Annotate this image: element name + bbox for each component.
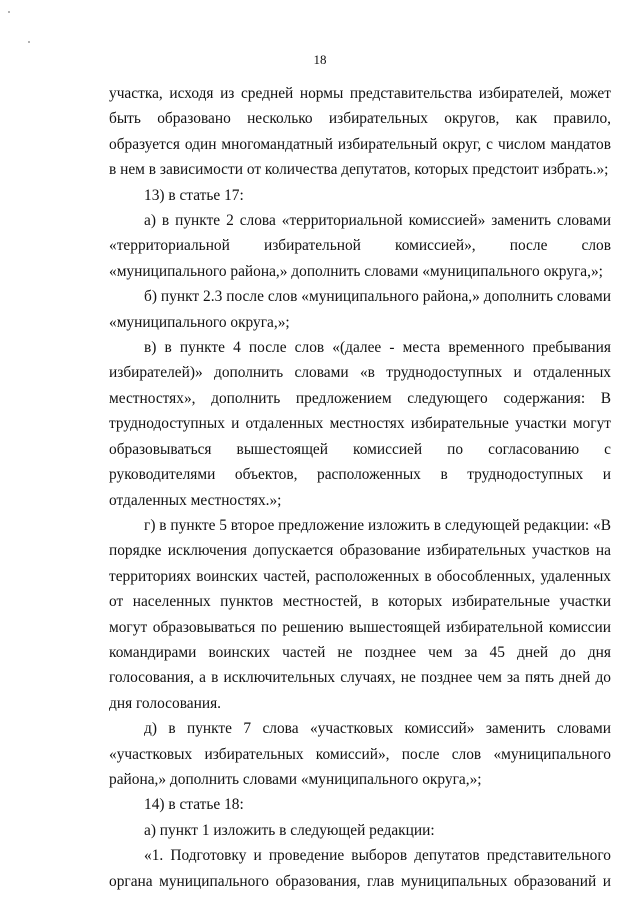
item-13-b: б) пункт 2.3 после слов «муниципального района,» дополнить словами «муниципального округа,»; (109, 288, 611, 331)
item-13-v: в) в пункте 4 после слов «(далее - места временного пребывания избирателей)» дополнить словами «в труднодоступных и отдаленных местностях», дополнить предложением следующего содержания: В труднодоступных и отдаленных местностях избирательные участки могут образовываться вышестоящей комиссией по согласованию с руководителями объектов, расположенных в труднодоступных и отдаленных местностях.»; (109, 339, 611, 509)
item-14-a: а) пункт 1 изложить в следующей редакции: (144, 821, 435, 839)
page-number: 18 (313, 52, 327, 67)
scan-speck (8, 11, 10, 13)
item-13-d: д) в пункте 7 слова «участковых комиссий» заменить словами «участковых избирательных комиссий», после слов «муниципального района,» дополнить словами «муниципального округа,»; (109, 720, 611, 788)
item-13-heading: 13) в статье 17: (144, 186, 244, 204)
item-13-a: а) в пункте 2 слова «территориальной комиссией» заменить словами «территориальной избирательной комиссией», после слов «муниципального района,» дополнить словами «муниципального округа,»; (109, 212, 611, 280)
document-body (109, 81, 611, 894)
item-14-heading: 14) в статье 18: (144, 796, 244, 814)
paragraph-continuation: участка, исходя из средней нормы представительства избирателей, может быть образовано несколько избирательных округов, как правило, образуется один многомандатный избирательный округ, с числом мандатов в нем в зависимости от количества депутатов, которых предстоит избрать.»; (109, 85, 611, 179)
scan-speck (28, 41, 30, 43)
quoted-paragraph-1: «1. Подготовку и проведение выборов депутатов представительного органа муниципального образования, глав муниципальных образований и (109, 847, 611, 890)
item-13-g: г) в пункте 5 второе предложение изложить в следующей редакции: «В порядке исключения допускается образование избирательных участков на территориях воинских частей, расположенных в обособленных, удаленных от населенных пунктов местностей, в которых избирательные участки могут образовываться по решению вышестоящей избирательной комиссии командирами воинских частей не позднее чем за 45 дней до дня голосования, а в исключительных случаях, не позднее чем за пять дней до дня голосования. (109, 516, 612, 712)
